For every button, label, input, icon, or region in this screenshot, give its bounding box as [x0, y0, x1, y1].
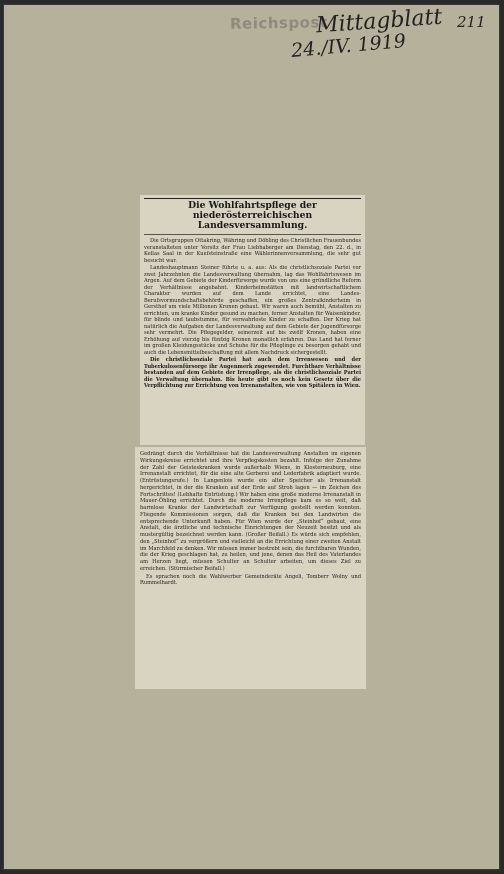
article-headline: Die Wohlfahrtspflege der niederösterreichischen Landesversammlung. — [144, 198, 361, 235]
archive-sheet — [3, 4, 500, 870]
article-paragraph: Gedrängt durch die Verhältnisse hat die Landesverwaltung Anstalten im eigenen Wirkungskreise errichtet und ihre Verpflegskosten bezahlt. Infolge der Zunahme der Zahl der Geisteskranken wurde außerhalb Wiens, in Klosterneuburg, eine Irrenanstalt errichtet, für die eine alte Gerberei und Lederfabrik adaptiert wurde. (Entrüstungsrufe.) In Langenlois wurde ein alter Speicher als Irrenanstalt hergerichtet, in der die Kranken auf der Erde auf Stroh lagen — im Zeichen des Fortschrittes! (Lebhafte Entrüstung.) Wir haben eine große moderne Irrenanstalt in Mauer-Öhling errichtet. Durch die moderne Irrenpflege kam es so weit, daß harmlose Kranke der Landwirtschaft zur Verfügung gestellt werden konnten. Fliegende Kommissionen sorgen, daß die Kranken bei den Landwirten die entsprechende Unterkunft haben. Für Wien wurde der „Steinhof“ gebaut, eine Anstalt, die ärztliche und technische Einrichtungen der Neuzeit besitzt und als mustergültig bezeichnet werden kann. (Großer Beifall.) Es würde sich empfehlen, den „Steinhof“ zu vergrößern und vielleicht an die Errichtung einer zweiten Anstalt im Marchfeld zu denken. Wir müssen immer bestrebt sein, die furchtbaren Wunden, die der Krieg geschlagen hat, zu heilen, und jene, denen das Heil des Vaterlandes am Herzen liegt, müssen Schulter an Schulter arbeiten, um dieses Ziel zu erreichen. (Stürmischer Beifall.) — [140, 451, 361, 572]
article-clipping-top — [140, 195, 365, 445]
handwritten-archive-number: 211 — [457, 13, 486, 31]
article-paragraph: Die christlichsoziale Partei hat auch dem Irrenwesen und der Tuberkulosenfürsorge ihr Augenmerk zugewendet. Furchtbare Verhältnisse bestanden auf dem Gebiete der Irrenpflege, als die christlichsoziale Partei die Verwaltung übernahm. Bis heute gibt es noch kein Gesetz über die Verpflichtung zur Errichtung von Irrenanstalten, wie von Spitälern in Wien. — [144, 357, 361, 389]
article-clipping-continuation — [135, 447, 366, 689]
article-paragraph: Die Ortsgruppen Ottakring, Währing und Döbling des Christlichen Frauenbundes veranstalteten unter Vorsitz der Frau Liebhaberger am Dienstag, den 22. d., in Kellas Saal in der Kuefsteinstraße eine Wählerinnenversammlung, die sehr gut besucht war. — [144, 238, 361, 264]
newspaper-stamp: Reichspost — [229, 13, 328, 33]
handwritten-edition: Mittagblatt — [315, 4, 444, 39]
article-paragraph: Landeshauptmann Steiner führte u. a. aus: Als die christlichsoziale Partei vor zwei Jahrzehnten die Landesverwaltung übernahm, lag das Wohlfahrtswesen im Argen. Auf dem Gebiete der Kinderfürsorge wurde von uns eine gründliche Reform der Verhältnisse angebahnt. Kinderheimstätten mit landwirtschaftlichem Charakter wurden auf dem Lande errichtet, eine Landes-Berufsvormundschaftsbehörde geschaffen, ein großes Zentralkinderheim in Gersthof um viele Millionen Kronen gebaut. Wir waren auch bemüht, Anstalten zu errichten, um kranke Kinder gesund zu machen, ferner Anstalten für Waisenkinder, für blinde und taubstumme, für verwahrloste Kinder zu schaffen. Der Krieg hat natürlich die Aufgaben der Landesverwaltung auf dem Gebiete der Jugendfürsorge sehr vermehrt. Die Pflegegelder, seinerzeit auf bis zwölf Kronen, haben eine Erhöhung auf vierzig bis fünfzig Kronen monatlich erfahren. Das Land hat ferner im großen Kleidungsstücke und Schuhe für die Pfleglinge zu besorgen gehabt und auch die Lebensmittelbeschaffung mit allem Nachdruck sichergestellt. — [144, 265, 361, 356]
handwritten-date: 24./IV. 1919 — [290, 30, 407, 62]
article-paragraph: Es sprachen noch die Wahlwerber Gemeinderäte Angeli, Tomberr Wolny und Rummelhardt. — [140, 573, 361, 587]
